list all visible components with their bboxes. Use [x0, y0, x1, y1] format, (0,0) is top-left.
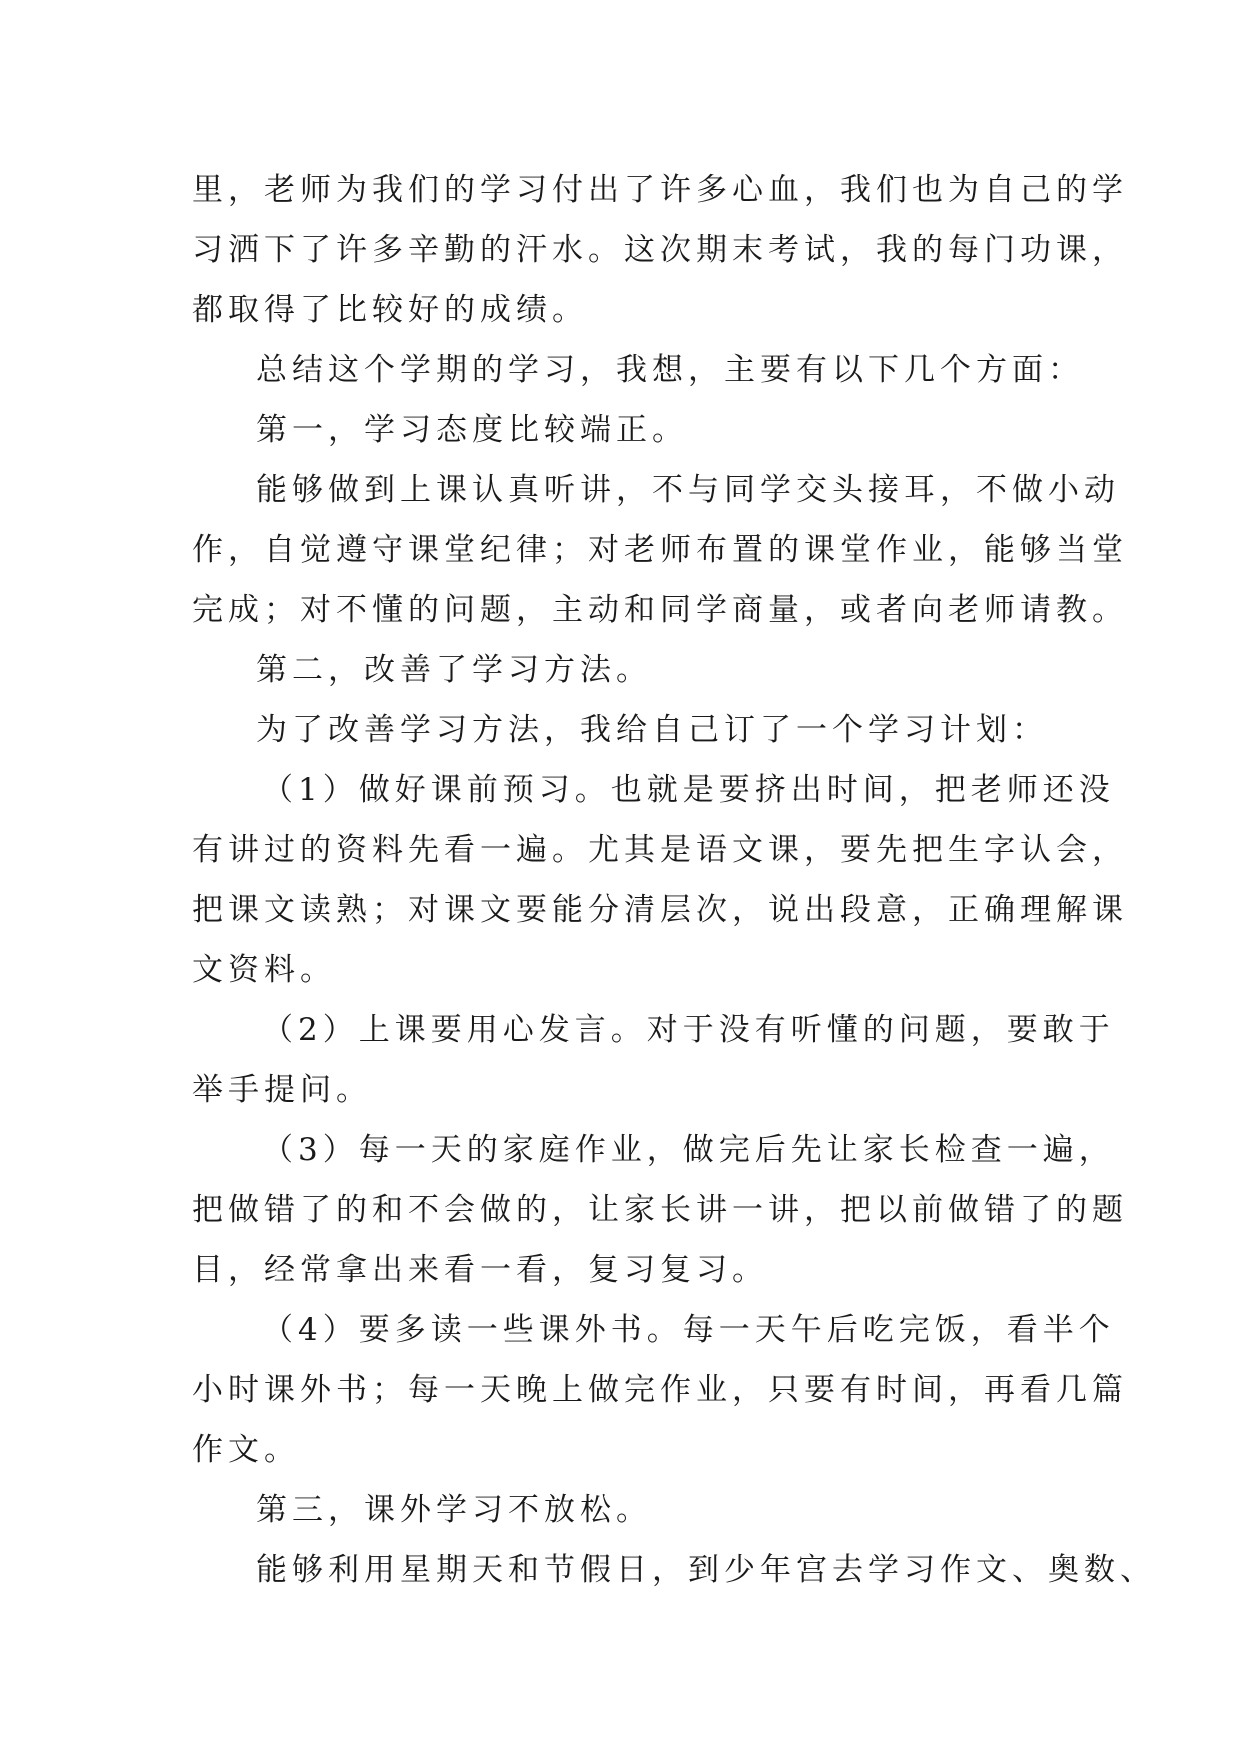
paragraph-line: 能够利用星期天和节假日，到少年宫去学习作文、奥数、 — [256, 1552, 1156, 1588]
list-item-line: （4）要多读一些课外书。每一天午后吃完饭，看半个 — [262, 1312, 1115, 1348]
text-line: 把做错了的和不会做的，让家长讲一讲，把以前做错了的题 — [192, 1192, 1128, 1228]
text-line: 作，自觉遵守课堂纪律；对老师布置的课堂作业，能够当堂 — [192, 532, 1128, 568]
section-heading: 第一，学习态度比较端正。 — [256, 412, 688, 448]
text-line: 小时课外书；每一天晚上做完作业，只要有时间，再看几篇 — [192, 1372, 1128, 1408]
section-heading: 第二，改善了学习方法。 — [256, 652, 652, 688]
text-line: 文资料。 — [192, 952, 336, 988]
text-line: 习洒下了许多辛勤的汗水。这次期末考试，我的每门功课， — [192, 232, 1128, 268]
paragraph-line: 总结这个学期的学习，我想，主要有以下几个方面： — [256, 352, 1084, 388]
section-heading: 第三，课外学习不放松。 — [256, 1492, 652, 1528]
list-item-line: （2）上课要用心发言。对于没有听懂的问题，要敢于 — [262, 1012, 1115, 1048]
text-line: 完成；对不懂的问题，主动和同学商量，或者向老师请教。 — [192, 592, 1128, 628]
text-line: 举手提问。 — [192, 1072, 372, 1108]
list-item-line: （1）做好课前预习。也就是要挤出时间，把老师还没 — [262, 772, 1115, 808]
paragraph-line: 能够做到上课认真听讲，不与同学交头接耳，不做小动 — [256, 472, 1120, 508]
text-line: 里，老师为我们的学习付出了许多心血，我们也为自己的学 — [192, 172, 1128, 208]
text-line: 目，经常拿出来看一看，复习复习。 — [192, 1252, 768, 1288]
paragraph-line: 为了改善学习方法，我给自己订了一个学习计划： — [256, 712, 1048, 748]
text-line: 有讲过的资料先看一遍。尤其是语文课，要先把生字认会， — [192, 832, 1128, 868]
document-body — [192, 160, 1156, 1600]
text-line: 都取得了比较好的成绩。 — [192, 292, 588, 328]
text-line: 把课文读熟；对课文要能分清层次，说出段意，正确理解课 — [192, 892, 1128, 928]
text-line: 作文。 — [192, 1432, 300, 1468]
list-item-line: （3）每一天的家庭作业，做完后先让家长检查一遍， — [262, 1132, 1115, 1168]
